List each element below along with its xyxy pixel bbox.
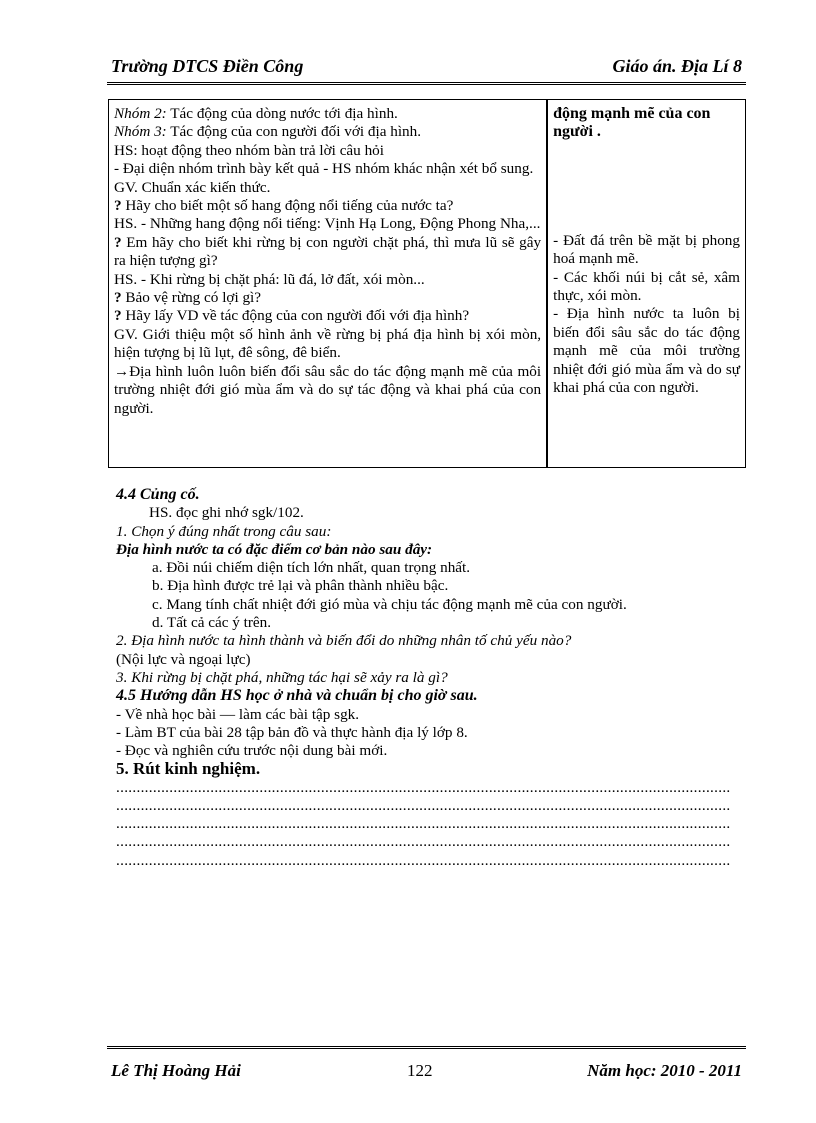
page-number: 122 [407, 1061, 433, 1080]
group3-label: Nhóm 3: [114, 123, 167, 141]
hs-activity: HS: hoạt động theo nhóm bàn trả lời câu hỏi [114, 141, 384, 159]
dotted-line: ...................................................................................................................................................... [116, 796, 731, 814]
question-1-stem: Địa hình nước ta có đặc điểm cơ bản nào sau đây: [116, 540, 433, 558]
option-c: c. Mang tính chất nhiệt đới gió mùa và chịu tác động mạnh mẽ của con người. [152, 595, 627, 613]
question-caves: Hãy cho biết một số hang động nổi tiếng của nước ta? [121, 197, 454, 215]
group2-label: Nhóm 2: [114, 105, 167, 122]
answer-deforestation: HS. - Khi rừng bị chặt phá: lũ đá, lở đất, xói mòn... [114, 270, 425, 288]
gv-confirm: GV. Chuẩn xác kiến thức. [114, 178, 271, 196]
group-report: - Đại diện nhóm trình bày kết quả - HS nhóm khác nhận xét bổ sung. [114, 160, 534, 178]
answer-caves: HS. - Những hang động nổi tiếng: Vịnh Hạ Long, Động Phong Nha,... [114, 215, 541, 233]
question-mark: ? [114, 197, 122, 215]
dotted-line: ...................................................................................................................................................... [116, 833, 731, 851]
page-header [107, 48, 746, 85]
heading-4-5: 4.5 Hướng dẫn HS học ở nhà và chuẩn bị cho giờ sau. [116, 687, 478, 705]
conclusion: Địa hình luôn luôn biến đổi sâu sắc do tác động mạnh mẽ của môi trường nhiệt đới gió mùa ẩm và do sự tác động và khai phá của con người. [114, 362, 542, 417]
question-mark: ? [114, 233, 122, 251]
school-year: Năm học: 2010 - 2011 [587, 1061, 742, 1080]
group3-text: Tác động của con người đối với địa hình. [166, 123, 422, 141]
question-1: 1. Chọn ý đúng nhất trong câu sau: [116, 522, 332, 540]
content-point-3: - Địa hình nước ta luôn bị biến đổi sâu sắc do tác động mạnh mẽ của môi trường nhiệt đới gió mùa ẩm và do sự khai phá của con người. [553, 305, 740, 397]
question-deforestation: Em hãy cho biết khi rừng bị con người chặt phá, thì mưa lũ sẽ gây ra hiện tượng gì? [114, 233, 542, 270]
option-d: d. Tất cả các ý trên. [152, 614, 272, 632]
spacer [553, 142, 740, 232]
question-mark: ? [114, 307, 122, 325]
arrow-icon: → [114, 362, 130, 380]
dotted-line: ...................................................................................................................................................... [116, 815, 731, 833]
question-3: 3. Khi rừng bị chặt phá, những tác hại sẽ xảy ra là gì? [116, 668, 448, 686]
option-b: b. Địa hình được trẻ lại và phân thành nhiều bậc. [152, 577, 449, 595]
lesson-table [108, 99, 746, 468]
content-top: động mạnh mẽ của con người . [553, 105, 711, 141]
author-name: Lê Thị Hoàng Hải [111, 1061, 241, 1080]
answer-2: (Nội lực và ngoại lực) [116, 650, 251, 668]
question-human-impact: Hãy lấy VD về tác động của con người đối với địa hình? [121, 307, 470, 325]
heading-4-4: 4.4 Củng cố. [116, 486, 200, 503]
lesson-section [116, 486, 756, 870]
content-column [547, 100, 745, 468]
homework-1: - Về nhà học bài — làm các bài tập sgk. [116, 705, 360, 723]
school-name: Trường DTCS Điền Công [111, 56, 304, 76]
question-protect-forest: Bảo vệ rừng có lợi gì? [121, 289, 262, 307]
dotted-line: ...................................................................................................................................................... [116, 851, 731, 869]
page-footer [107, 1046, 746, 1089]
content-point-2: - Các khối núi bị cắt sẻ, xâm thực, xói mòn. [553, 268, 740, 305]
read-notes: HS. đọc ghi nhớ sgk/102. [149, 504, 304, 522]
homework-2: - Làm BT của bài 28 tập bản đồ và thực hành địa lý lớp 8. [116, 723, 468, 741]
homework-3: - Đọc và nghiên cứu trước nội dung bài mới. [116, 742, 388, 760]
question-mark: ? [114, 289, 122, 307]
content-point-1: - Đất đá trên bề mặt bị phong hoá mạnh mẽ. [553, 231, 740, 268]
heading-5: 5. Rút kinh nghiệm. [116, 759, 261, 779]
dotted-line: ...................................................................................................................................................... [116, 778, 731, 796]
option-a: a. Đồi núi chiếm diện tích lớn nhất, quan trọng nhất. [152, 559, 471, 577]
group2-text: Tác động của dòng nước tới địa hình. [166, 105, 398, 122]
question-2: 2. Địa hình nước ta hình thành và biến đổi do những nhân tố chủ yếu nào? [116, 632, 572, 650]
gv-intro: GV. Giới thiệu một số hình ảnh về rừng bị phá địa hình bị xói mòn, hiện tượng bị lũ lụt, đê sông, đê biển. [114, 325, 542, 362]
activity-column [109, 100, 548, 468]
subject-title: Giáo án. Địa Lí 8 [612, 56, 742, 76]
